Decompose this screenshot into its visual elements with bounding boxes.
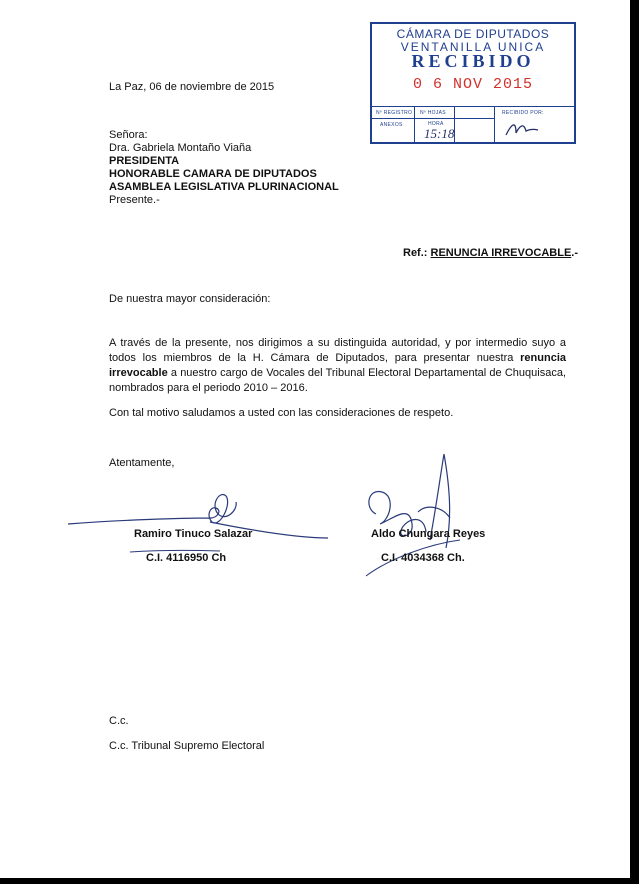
stamp-registro-label: Nº REGISTRO: [376, 110, 413, 116]
recipient-org-assembly: ASAMBLEA LEGISLATIVA PLURINACIONAL: [109, 181, 339, 193]
body-text-emphasis: renuncia irrevocable: [109, 352, 566, 379]
stamp-anexos-label: ANEXOS: [380, 122, 403, 128]
reference-line: [403, 246, 578, 260]
signatory-2-name: Aldo Chungara Reyes: [371, 528, 486, 540]
stamp-line-chamber: CÁMARA DE DIPUTADOS: [396, 27, 550, 41]
stamp-hojas-label: Nº HOJAS: [420, 110, 446, 116]
stamp-line-received: RECIBIDO: [411, 51, 535, 71]
stamp-grid-divider: [494, 107, 495, 143]
stamp-grid-divider: [414, 107, 415, 143]
stamp-hora-label: HORA: [428, 121, 444, 127]
stamp-recibido-por-label: RECIBIDO POR:: [502, 110, 544, 116]
stamp-grid: [372, 106, 574, 145]
body-paragraph: [109, 336, 566, 396]
body-closing-paragraph: Con tal motivo saludamos a usted con las consideraciones de respeto.: [109, 407, 454, 419]
stamp-hora-value: 15:18: [424, 126, 455, 141]
presente: Presente.-: [109, 194, 160, 206]
greeting: De nuestra mayor consideración:: [109, 293, 271, 305]
recipient-org-chamber: HONORABLE CAMARA DE DIPUTADOS: [109, 168, 317, 180]
body-text-part: a nuestro cargo de Vocales del Tribunal Electoral Departamental de Chuquisaca, nombrados para el periodo 2010 – 2016.: [109, 367, 566, 394]
scan-edge: [630, 0, 639, 884]
stamp-date: 0 6 NOV 2015: [412, 76, 534, 93]
reference-label: Ref.:: [403, 247, 428, 259]
signatory-2-ci: C.I. 4034368 Ch.: [381, 552, 465, 564]
salutation: Señora:: [109, 129, 148, 141]
signatory-1-ci: C.I. 4116950 Ch: [146, 552, 227, 564]
cc-line: C.c.: [109, 715, 129, 727]
recipient-title: PRESIDENTA: [109, 155, 180, 167]
cc-recipient: C.c. Tribunal Supremo Electoral: [109, 740, 265, 752]
reception-stamp: [370, 22, 576, 144]
body-text-part: A través de la presente, nos dirigimos a su distinguida autoridad, y por intermedio suyo a todos los miembros de la H. Cámara de Diputados, para presentar nuestra: [109, 337, 566, 364]
signature-1-icon: [60, 488, 340, 558]
stamp-grid-divider: [372, 118, 494, 119]
reference-text: RENUNCIA IRREVOCABLE: [430, 247, 572, 259]
signatory-1-name: Ramiro Tinuco Salazar: [134, 528, 253, 540]
scan-edge: [0, 878, 639, 884]
stamp-initials-icon: [502, 117, 542, 141]
stamp-line-window: VENTANILLA UNICA: [400, 40, 546, 54]
recipient-name: Dra. Gabriela Montaño Viaña: [109, 142, 252, 154]
reference-suffix: .-: [571, 247, 579, 259]
closing: Atentamente,: [109, 457, 175, 469]
place-date: La Paz, 06 de noviembre de 2015: [109, 81, 275, 93]
